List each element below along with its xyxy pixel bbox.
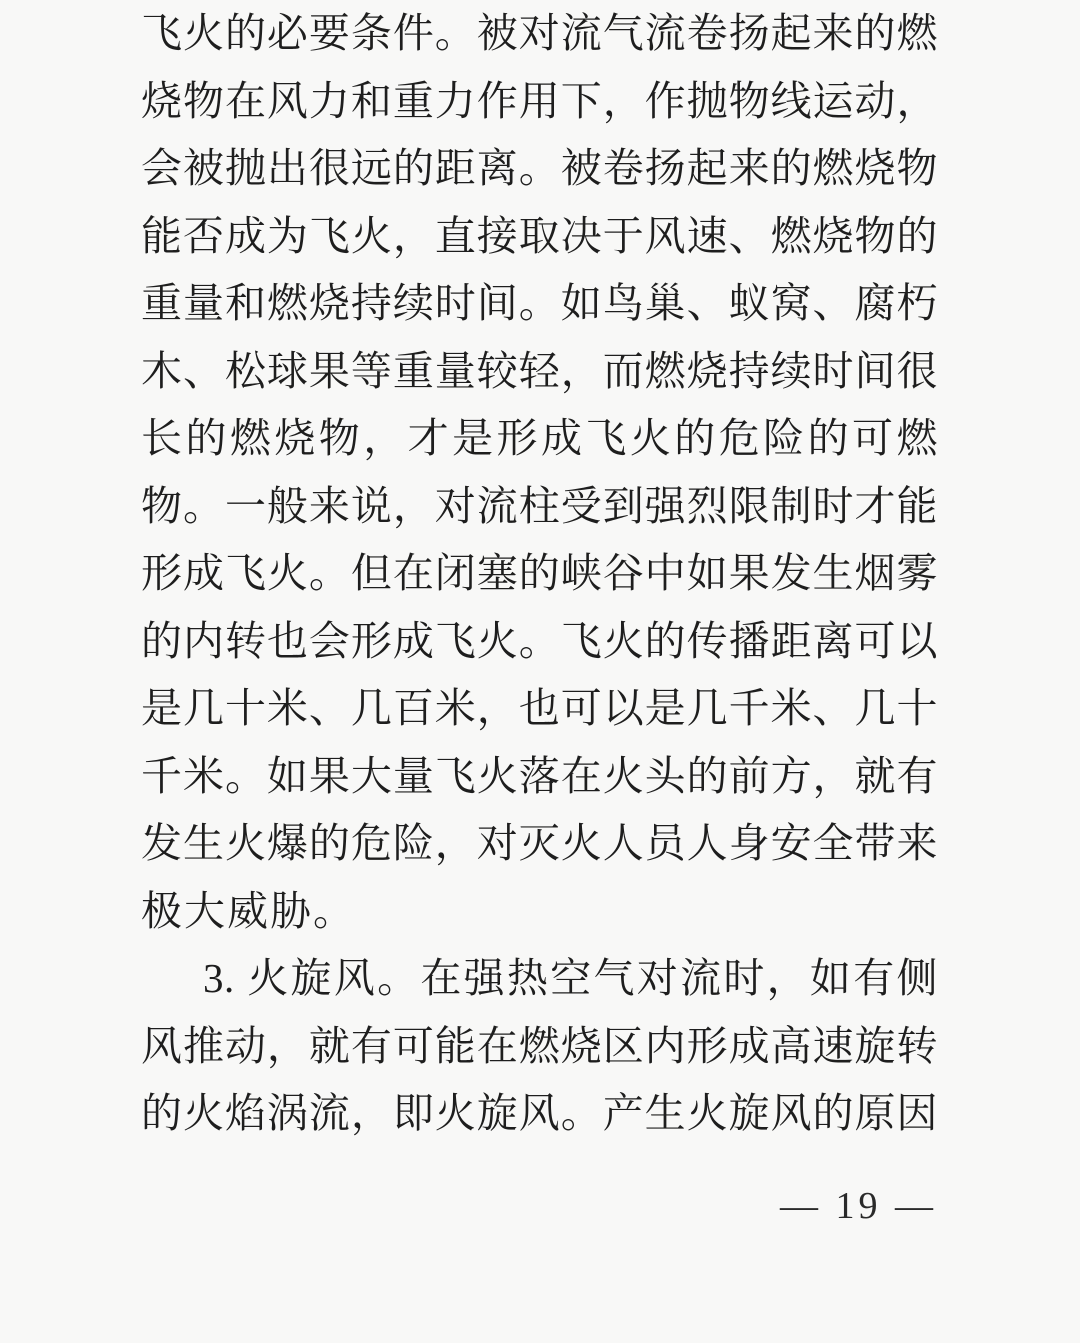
text-line: 风推动，就有可能在燃烧区内形成高速旋转 [141, 1022, 938, 1069]
text-line: 烧物在风力和重力作用下，作抛物线运动， [141, 77, 938, 124]
text-line: 物。一般来说，对流柱受到强烈限制时才能 [141, 482, 938, 529]
text-line: 能否成为飞火，直接取决于风速、燃烧物的 [141, 212, 938, 259]
text-line: 重量和燃烧持续时间。如鸟巢、蚁窝、腐朽 [141, 280, 938, 326]
text-line: 形成飞火。但在闭塞的峡谷中如果发生烟雾 [141, 550, 938, 596]
text-line: 木、松球果等重量较轻，而燃烧持续时间很 [141, 347, 938, 394]
text-line: 飞火的必要条件。被对流气流卷扬起来的燃 [141, 10, 938, 56]
text-line: 发生火爆的危险，对灭火人员人身安全带来 [141, 820, 938, 866]
text-line: 长的燃烧物，才是形成飞火的危险的可燃 [141, 415, 938, 461]
text-line: 千米。如果大量飞火落在火头的前方，就有 [141, 752, 938, 799]
text-line-paragraph-end: 极大威胁。 [141, 887, 356, 934]
body-text-block [141, 0, 938, 1148]
text-line: 会被抛出很远的距离。被卷扬起来的燃烧物 [141, 145, 938, 191]
text-line-paragraph-start: 3. 火旋风。在强热空气对流时，如有侧 [203, 955, 938, 1001]
page-number: — 19 — [780, 1185, 937, 1227]
text-line: 的内转也会形成飞火。飞火的传播距离可以 [141, 617, 938, 664]
text-line: 是几十米、几百米，也可以是几千米、几十 [141, 685, 938, 731]
text-line: 的火焰涡流，即火旋风。产生火旋风的原因 [141, 1090, 938, 1136]
